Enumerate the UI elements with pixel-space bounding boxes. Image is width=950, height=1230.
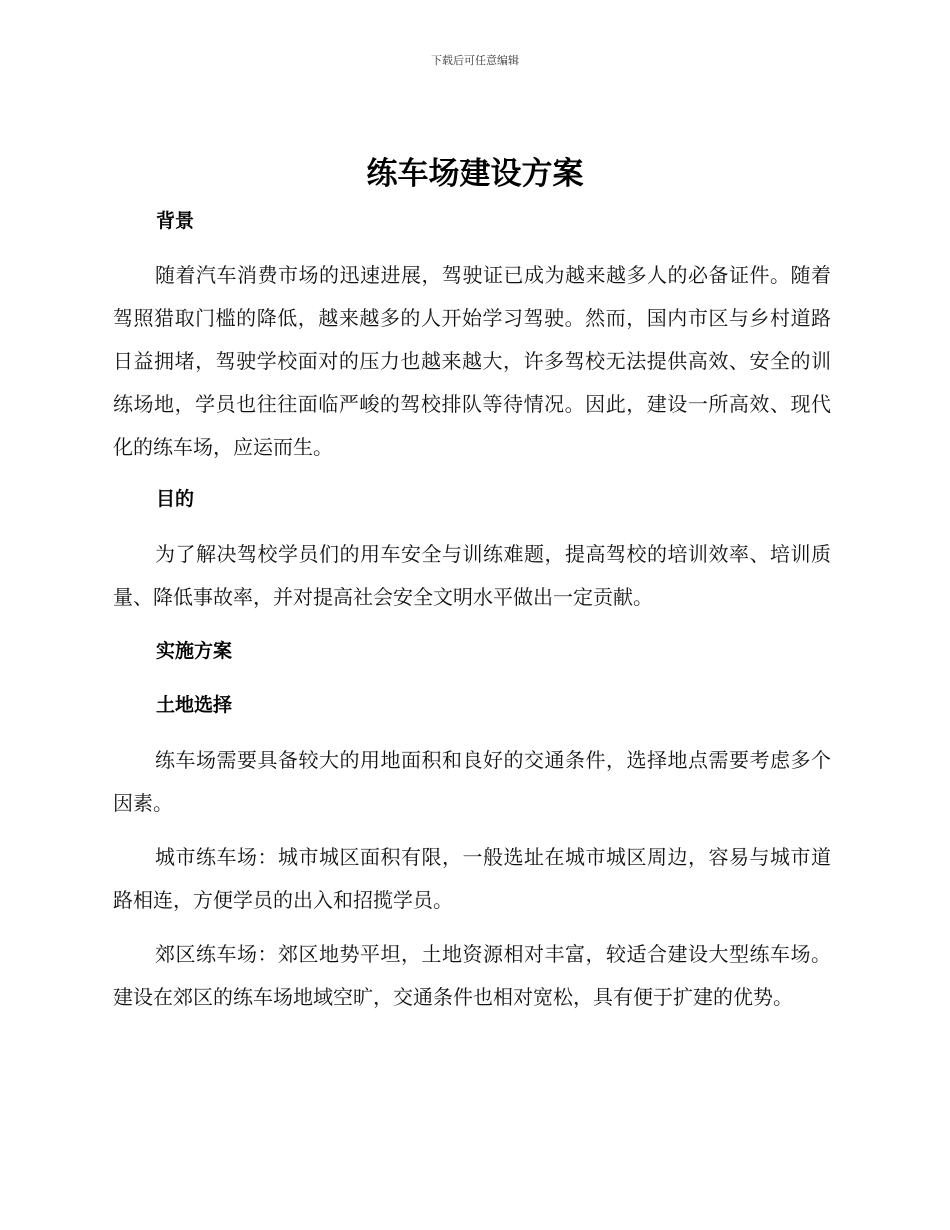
paragraph-purpose: 为了解决驾校学员们的用车安全与训练难题，提高驾校的培训效率、培训质量、降低事故率，并对提高社会安全文明水平做出一定贡献。 (113, 542, 831, 609)
paragraph-land-suburb: 郊区练车场：郊区地势平坦，土地资源相对丰富，较适合建设大型练车场。建设在郊区的练车场地域空旷，交通条件也相对宽松，具有便于扩建的优势。 (113, 942, 831, 1009)
section-heading-land: 土地选择 (156, 694, 233, 716)
section-heading-background: 背景 (156, 210, 195, 232)
section-heading-purpose: 目的 (156, 488, 195, 510)
paragraph-background: 随着汽车消费市场的迅速进展，驾驶证已成为越来越多人的必备证件。随着驾照猎取门槛的降低，越来越多的人开始学习驾驶。然而，国内市区与乡村道路日益拥堵，驾驶学校面对的压力也越来越大，许多驾校无法提供高效、安全的训练场地，学员也往往面临严峻的驾校排队等待情况。因此，建设一所高效、现代化的练车场，应运而生。 (113, 263, 831, 459)
page-header-note: 下载后可任意编辑 (431, 54, 519, 67)
paragraph-land-city: 城市练车场：城市城区面积有限，一般选址在城市城区周边，容易与城市道路相连，方便学员的出入和招揽学员。 (113, 845, 831, 912)
paragraph-land-intro: 练车场需要具备较大的用地面积和良好的交通条件，选择地点需要考虑多个因素。 (113, 748, 831, 815)
section-heading-plan: 实施方案 (156, 640, 233, 662)
document-title: 练车场建设方案 (366, 156, 584, 192)
